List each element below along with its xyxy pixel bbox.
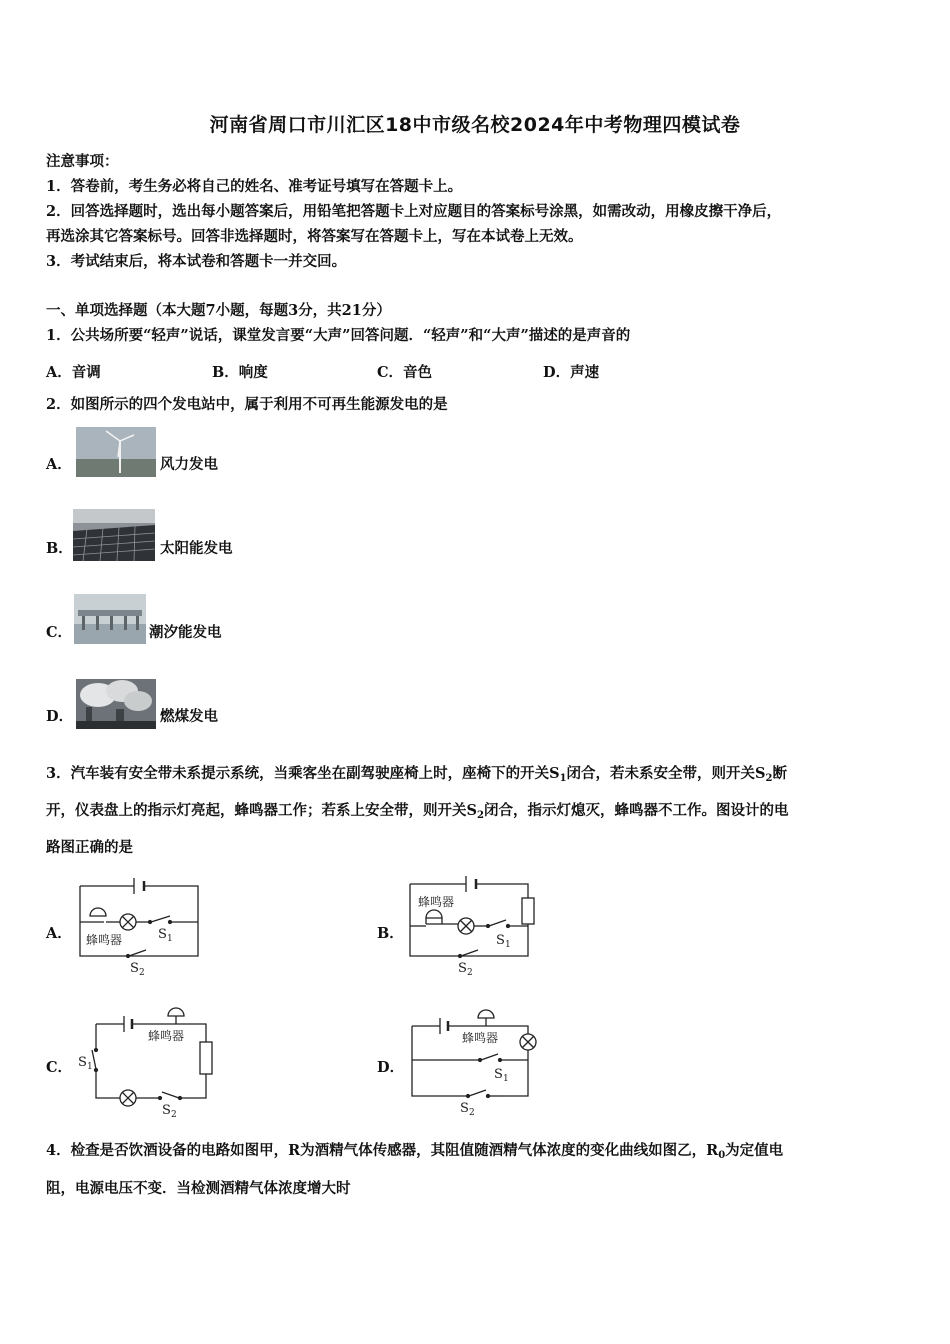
page-title: 河南省周口市川汇区18中市级名校2024年中考物理四模试卷 <box>209 114 741 136</box>
option-letter: C． <box>377 364 404 381</box>
q1-option-c <box>377 361 432 382</box>
q4-text: 为定值电 <box>725 1142 784 1159</box>
q2-option-d-text: 燃煤发电 <box>160 708 218 725</box>
question-3-line-1 <box>46 764 787 789</box>
q1-option-b <box>212 361 268 382</box>
circuit-a-diagram <box>76 872 206 976</box>
s2-subscript: 2 <box>139 968 145 976</box>
q4-text: 4．检查是否饮酒设备的电路如图甲，R为酒精气体传感器，其阻值随酒精气体浓度的变化曲线如图乙，R <box>46 1142 719 1159</box>
circuit-b-diagram <box>406 872 540 976</box>
circuit-d-diagram <box>406 1004 556 1120</box>
option-text: 声速 <box>570 364 600 381</box>
s1-subscript: 1 <box>503 1074 509 1084</box>
buzzer-label: 蜂鸣器 <box>462 1031 499 1045</box>
q3-option-b-letter: B． <box>377 925 404 942</box>
question-3-line-3: 路图正确的是 <box>46 839 133 856</box>
s1-label: S <box>496 933 505 948</box>
option-text: 音色 <box>403 364 433 381</box>
s2-label: S <box>460 1101 469 1116</box>
option-text: 响度 <box>238 364 268 381</box>
q2-option-a-text: 风力发电 <box>160 456 218 473</box>
s2-label: S <box>458 961 467 976</box>
q2-option-d-letter: D． <box>46 708 74 725</box>
buzzer-label: 蜂鸣器 <box>148 1029 185 1043</box>
notice-item-2-cont: 再选涂其它答案标号。回答非选择题时，将答案写在答题卡上，写在本试卷上无效。 <box>46 228 583 245</box>
notice-item-1: 1．答卷前，考生务必将自己的姓名、准考证号填写在答题卡上。 <box>46 178 463 195</box>
question-4-line-1 <box>46 1141 783 1166</box>
s1-label: S <box>78 1055 87 1070</box>
q3-option-a-letter: A． <box>46 925 72 942</box>
subscript: 1 <box>559 773 567 784</box>
q2-option-b-letter: B． <box>46 540 73 557</box>
question-1-stem: 1．公共场所要“轻声”说话，课堂发言要“大声”回答问题．“轻声”和“大声”描述的是声音的 <box>46 327 631 344</box>
subscript: 2 <box>765 773 773 784</box>
q3-text: 3．汽车装有安全带未系提示系统，当乘客坐在副驾驶座椅上时，座椅下的开关S <box>46 765 560 782</box>
solar-panel-photo-icon <box>73 509 155 561</box>
subscript: 0 <box>718 1150 726 1161</box>
coal-plant-photo-icon <box>76 679 156 729</box>
question-3-line-2 <box>46 801 788 826</box>
s2-subscript: 2 <box>469 1108 475 1118</box>
wind-turbine-photo-icon <box>76 427 156 477</box>
s1-subscript: 1 <box>87 1062 93 1072</box>
s1-label: S <box>158 927 167 942</box>
buzzer-label: 蜂鸣器 <box>86 933 123 947</box>
q2-option-c-text: 潮汐能发电 <box>149 624 222 641</box>
s2-subscript: 2 <box>467 968 473 976</box>
section-heading: 一、单项选择题（本大题7小题，每题3分，共21分） <box>46 302 391 319</box>
notice-heading: 注意事项： <box>46 153 119 170</box>
option-text: 音调 <box>71 364 101 381</box>
s1-label: S <box>494 1067 503 1082</box>
notice-item-2: 2．回答选择题时，选出每小题答案后，用铅笔把答题卡上对应题目的答案标号涂黑，如需改动，用橡皮擦干净后， <box>46 203 782 220</box>
q3-text: 闭合，若未系安全带，则开关S <box>566 765 766 782</box>
s2-label: S <box>162 1103 171 1118</box>
q1-option-a <box>46 361 101 382</box>
s1-subscript: 1 <box>505 940 511 950</box>
q3-text: 闭合，指示灯熄灭，蜂鸣器不工作。图设计的电 <box>483 802 789 819</box>
q1-option-d <box>543 361 599 382</box>
option-letter: D． <box>543 364 571 381</box>
q2-option-c-letter: C． <box>46 624 73 641</box>
question-4-line-2: 阻，电源电压不变．当检测酒精气体浓度增大时 <box>46 1180 351 1197</box>
q3-text: 开，仪表盘上的指示灯亮起，蜂鸣器工作；若系上安全带，则开关S <box>46 802 477 819</box>
question-2-stem: 2．如图所示的四个发电站中，属于利用不可再生能源发电的是 <box>46 396 448 413</box>
buzzer-label: 蜂鸣器 <box>418 895 455 909</box>
tidal-plant-photo-icon <box>74 594 146 644</box>
q3-option-c-letter: C． <box>46 1059 73 1076</box>
q3-option-d-letter: D． <box>377 1059 405 1076</box>
circuit-c-diagram <box>74 1004 224 1120</box>
s2-label: S <box>130 961 139 976</box>
s1-subscript: 1 <box>167 934 173 944</box>
q2-option-a-letter: A． <box>46 456 72 473</box>
option-letter: A． <box>46 364 72 381</box>
q3-text: 断 <box>772 765 787 782</box>
s2-subscript: 2 <box>171 1110 177 1120</box>
notice-item-3: 3．考试结束后，将本试卷和答题卡一并交回。 <box>46 253 347 270</box>
q2-option-b-text: 太阳能发电 <box>160 540 233 557</box>
option-letter: B． <box>212 364 239 381</box>
subscript: 2 <box>476 810 484 821</box>
